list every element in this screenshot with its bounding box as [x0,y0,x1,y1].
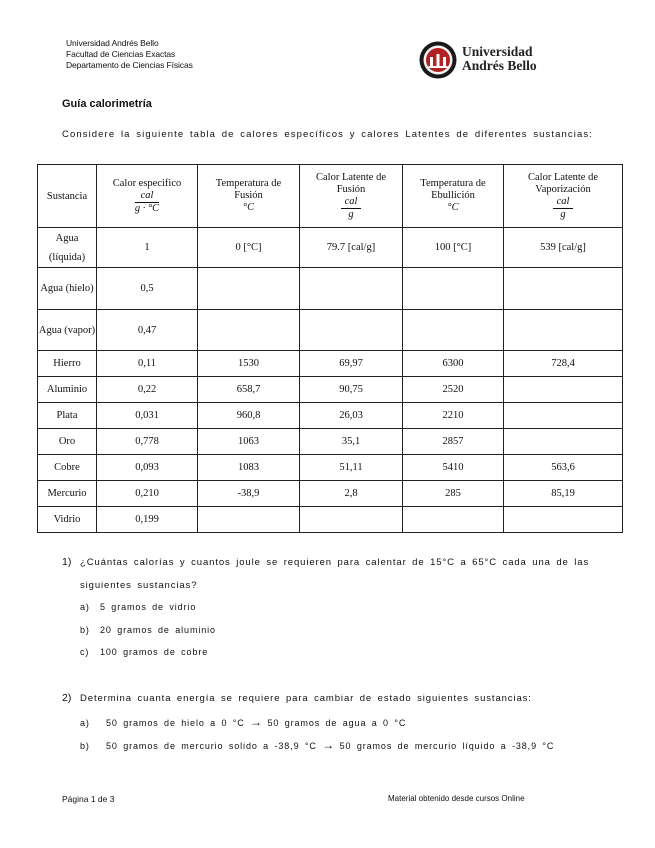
department-name: Departamento de Ciencias Físicas [66,60,193,70]
cell-latent-vap [504,507,623,533]
cell-latent-fusion: 35,1 [300,429,403,455]
cell-latent-fusion: 90,75 [300,377,403,403]
question-1-text-line-1: ¿Cuántas calorías y cuantos joule se requieren para calentar de 15°C a 65°C cada una de las [80,557,590,568]
cell-fusion-temp [198,507,300,533]
header-specific-heat: Calor especifico $\frac{\text{cal}}{g \cdot ^\circ C}$ [97,165,198,228]
cell-boil-temp [403,310,504,351]
question-1-item-c: 100 gramos de cobre [100,647,209,657]
question-2-item-a: a) 50 gramos de hielo a 0 °C → 50 gramos de agua a 0 °C [80,715,407,729]
cell-substance: Hierro [38,351,97,377]
cell-latent-fusion: 2,8 [300,481,403,507]
table-row [38,429,623,455]
question-1-item-b-label: b) [80,625,90,635]
cell-latent-vap: 728,4 [504,351,623,377]
cell-boil-temp: 2210 [403,403,504,429]
header-boil-temp: Temperatura de Ebullición °C [403,165,504,228]
table-row [38,310,623,351]
latent-vap-unit: $\frac{\text{cal}}{g}$ [553,196,574,221]
cell-latent-vap: 85,19 [504,481,623,507]
arrow-right-icon: → [250,715,263,729]
cell-boil-temp: 6300 [403,351,504,377]
question-1-item-b: 20 gramos de aluminio [100,625,216,635]
table-row [38,507,623,533]
cell-specific-heat: 0,5 [97,268,198,310]
cell-latent-fusion: 51,11 [300,455,403,481]
arrow-right-icon: → [322,738,335,752]
cell-latent-vap: 539 [cal/g] [504,228,623,268]
cell-fusion-temp: 1063 [198,429,300,455]
cell-boil-temp: 2520 [403,377,504,403]
question-2-text: Determina cuanta energía se requiere para cambiar de estado siguientes sustancias: [80,693,532,704]
cell-latent-vap [504,268,623,310]
table-row [38,377,623,403]
cell-substance: Cobre [38,455,97,481]
cell-specific-heat: 0,031 [97,403,198,429]
question-2-item-b: b) 50 gramos de mercurio solido a -38,9 °C → 50 gramos de mercurio líquido a -38,9 °C [80,738,555,752]
latent-fusion-unit: $\frac{\text{cal}}{g}$ [341,196,362,221]
cell-latent-fusion [300,507,403,533]
university-name: Universidad Andrés Bello [66,38,159,48]
table-header-row [38,165,623,228]
table-row [38,403,623,429]
header-latent-vap: Calor Latente de Vaporización $\frac{\text{cal}}{g}$ [504,165,623,228]
cell-fusion-temp [198,310,300,351]
cell-boil-temp: 5410 [403,455,504,481]
cell-specific-heat: 0,210 [97,481,198,507]
cell-fusion-temp: -38,9 [198,481,300,507]
cell-latent-vap [504,310,623,351]
cell-substance: Vidrio [38,507,97,533]
cell-substance: Agua (hielo) [38,268,97,310]
cell-substance: Aluminio [38,377,97,403]
page-number: Página 1 de 3 [62,794,115,804]
question-2-number: 2) [62,692,72,704]
cell-latent-vap [504,403,623,429]
intro-text: Considere la siguiente tabla de calores específicos y calores Latentes de diferentes sustancias: [62,129,593,140]
cell-latent-fusion: 26,03 [300,403,403,429]
logo-line-1: Universidad [462,44,533,59]
logo-line-2: Andrés Bello [462,58,537,73]
cell-fusion-temp: 658,7 [198,377,300,403]
table-row [38,228,623,268]
cell-latent-fusion: 79.7 [cal/g] [300,228,403,268]
cell-boil-temp [403,507,504,533]
table-row [38,455,623,481]
header-substance: Sustancia [38,165,97,228]
cell-substance: Mercurio [38,481,97,507]
cell-latent-vap [504,377,623,403]
cell-substance: Oro [38,429,97,455]
cell-specific-heat: 1 [97,228,198,268]
cell-substance: Agua (líquida) [38,228,97,268]
cell-substance: Plata [38,403,97,429]
department-header [66,38,193,71]
cell-specific-heat: 0,11 [97,351,198,377]
cell-latent-fusion [300,268,403,310]
cell-latent-vap: 563,6 [504,455,623,481]
cell-specific-heat: 0,47 [97,310,198,351]
cell-fusion-temp: 1083 [198,455,300,481]
header-latent-fusion: Calor Latente de Fusión $\frac{\text{cal}}{g}$ [300,165,403,228]
cell-boil-temp [403,268,504,310]
cell-specific-heat: 0,199 [97,507,198,533]
cell-fusion-temp: 1530 [198,351,300,377]
question-1-item-a-label: a) [80,602,90,612]
cell-boil-temp: 100 [°C] [403,228,504,268]
question-1-item-c-label: c) [80,647,90,657]
question-1-item-a: 5 gramos de vidrio [100,602,197,612]
cell-boil-temp: 285 [403,481,504,507]
cell-fusion-temp: 0 [°C] [198,228,300,268]
source-note: Material obtenido desde cursos Online [388,794,525,803]
cell-boil-temp: 2857 [403,429,504,455]
table-row [38,268,623,310]
properties-table [37,164,623,533]
table-row [38,351,623,377]
university-logo [418,40,538,80]
cell-specific-heat: 0,778 [97,429,198,455]
cell-latent-fusion [300,310,403,351]
question-1-text-line-2: siguientes sustancias? [80,580,198,591]
page-title: Guía calorimetría [62,98,152,110]
cell-fusion-temp: 960,8 [198,403,300,429]
specific-heat-unit: $\frac{\text{cal}}{g \cdot ^\circ C}$ [134,189,160,214]
faculty-name: Facultad de Ciencias Exactas [66,49,176,59]
cell-fusion-temp [198,268,300,310]
cell-substance: Agua (vapor) [38,310,97,351]
table-row [38,481,623,507]
cell-latent-fusion: 69,97 [300,351,403,377]
cell-latent-vap [504,429,623,455]
cell-specific-heat: 0,093 [97,455,198,481]
question-1-number: 1) [62,556,72,568]
university-crest-icon [418,40,458,80]
cell-specific-heat: 0,22 [97,377,198,403]
header-fusion-temp: Temperatura de Fusión °C [198,165,300,228]
